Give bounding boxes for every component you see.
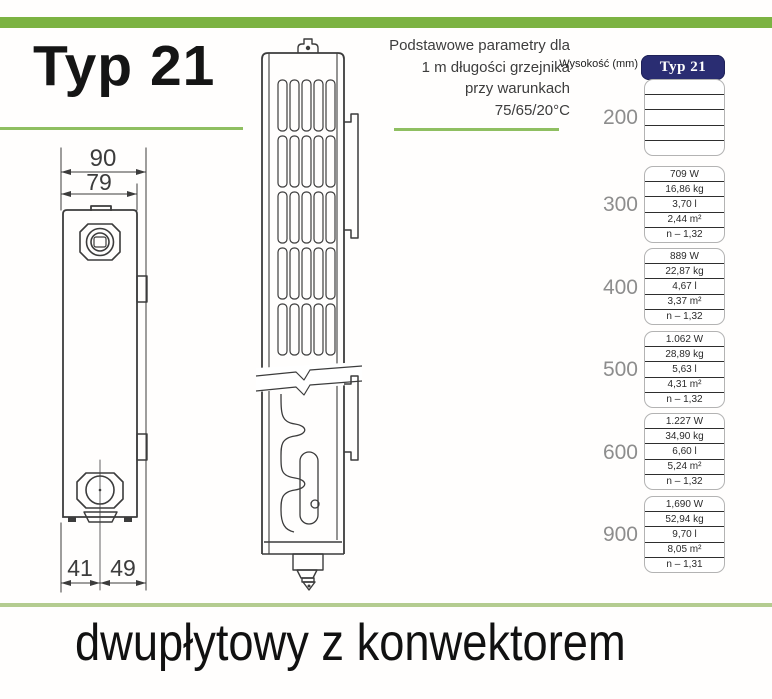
param-cell: 28,89 kg [645, 346, 724, 361]
footer-caption: dwupłytowy z konwektorem [75, 614, 626, 672]
dim-49-label: 49 [110, 555, 136, 581]
height-label-200: 200 [602, 106, 638, 129]
param-cell [645, 125, 724, 140]
param-cell: n – 1,31 [645, 557, 724, 572]
radiator-front-view-drawing [40, 140, 210, 600]
param-block-300 [644, 166, 725, 243]
wall-bracket-lower [344, 376, 358, 460]
param-cell: 3,70 l [645, 196, 724, 211]
param-cell: 8,05 m² [645, 542, 724, 557]
param-cell: n – 1,32 [645, 227, 724, 242]
param-cell: 1.227 W [665, 415, 704, 427]
height-label-400: 400 [602, 276, 638, 299]
break-lines [256, 362, 362, 395]
param-cell: 34,90 kg [645, 428, 724, 443]
arrowhead [127, 191, 137, 197]
param-cell: 4,67 l [645, 278, 724, 293]
top-accent-bar [0, 17, 772, 28]
param-block-200 [644, 79, 725, 156]
param-cell: 22,87 kg [645, 263, 724, 278]
param-cell: 9,70 l [645, 526, 724, 541]
param-cell: n – 1,32 [645, 474, 724, 489]
height-label-900: 900 [602, 523, 638, 546]
title-underline [0, 127, 243, 130]
page-title: Typ 21 [33, 34, 216, 98]
dimension-lines-top [61, 148, 146, 590]
note-underline [394, 128, 559, 131]
drain-nut [293, 554, 323, 570]
top-valve-fitting [80, 224, 120, 260]
top-air-vent-cap [298, 39, 318, 53]
param-cell: 709 W [670, 168, 699, 180]
param-cell: 5,63 l [645, 361, 724, 376]
param-cell: n – 1,32 [645, 392, 724, 407]
foot [68, 517, 76, 522]
param-cell [645, 140, 724, 155]
param-cell: 6,60 l [645, 443, 724, 458]
param-cell: 4,31 m² [645, 377, 724, 392]
arrowhead [61, 169, 71, 175]
param-cell [645, 80, 724, 94]
wall-bracket-upper [344, 114, 358, 238]
height-label-600: 600 [602, 441, 638, 464]
note-line: 75/65/20°C [494, 101, 570, 119]
arrowhead [100, 580, 110, 586]
footer-divider-line [0, 603, 772, 607]
param-block-600 [644, 413, 725, 490]
bottom-header-and-drain [262, 542, 344, 590]
param-block-900 [644, 496, 725, 573]
convector-grille [278, 80, 335, 355]
radiator-body-profile [63, 206, 147, 522]
param-cell: 1,690 W [665, 498, 704, 510]
height-label-500: 500 [602, 358, 638, 381]
param-block-500 [644, 331, 725, 408]
note-line: Podstawowe parametry dla [389, 37, 570, 54]
param-cell: 889 W [670, 250, 699, 262]
param-cell [645, 94, 724, 109]
arrowhead [61, 191, 71, 197]
param-cell: 52,94 kg [645, 511, 724, 526]
param-cell: 1.062 W [665, 333, 704, 345]
arrowhead [136, 580, 146, 586]
height-column-label: Wysokość (mm) [559, 58, 638, 70]
param-cell: 16,86 kg [645, 181, 724, 196]
note-line: 1 m długości grzejnika [421, 58, 570, 76]
param-block-400 [644, 248, 725, 325]
param-cell [645, 109, 724, 124]
dim-41-label: 41 [67, 555, 93, 581]
param-cell: n – 1,32 [645, 309, 724, 324]
section-cutaway-fins [281, 394, 319, 532]
dim-90-label: 90 [89, 145, 117, 172]
type-column-header: Typ 21 [641, 55, 725, 80]
param-cell: 2,44 m² [645, 212, 724, 227]
dim-79-label: 79 [86, 169, 112, 195]
radiator-side-view-drawing [248, 32, 368, 594]
foot [124, 517, 132, 522]
note-line: przy warunkach [464, 80, 570, 97]
arrowhead [136, 169, 146, 175]
param-cell: 3,37 m² [645, 294, 724, 309]
param-cell: 5,24 m² [645, 459, 724, 474]
height-label-300: 300 [602, 193, 638, 216]
